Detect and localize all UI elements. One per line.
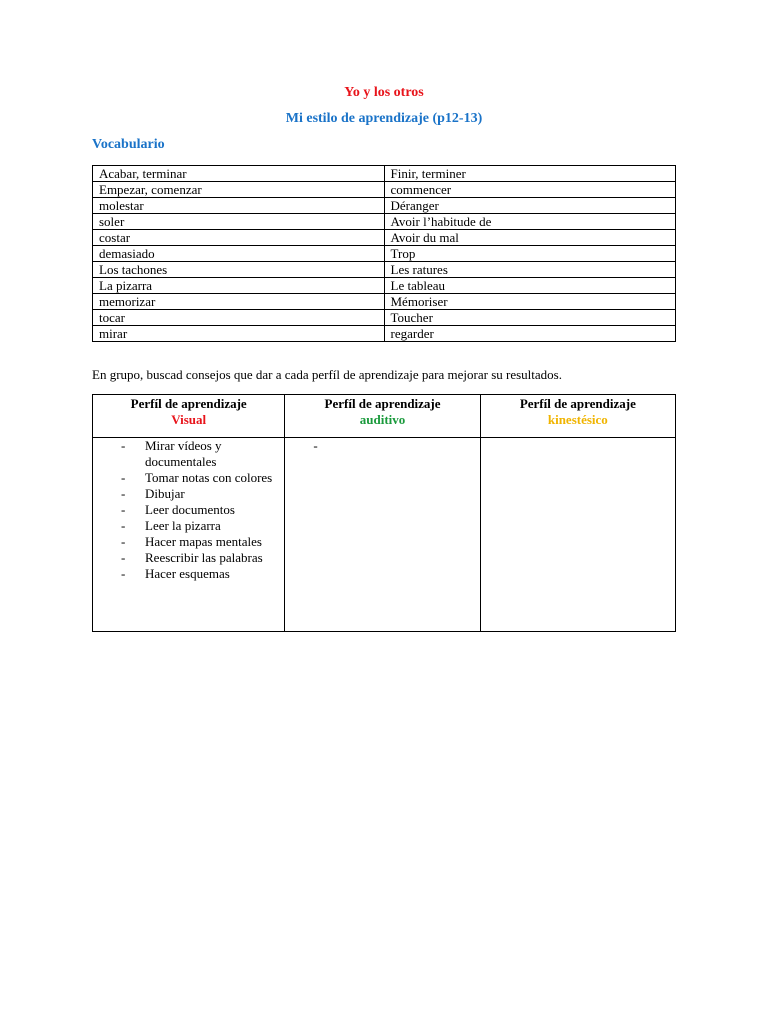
table-row	[93, 310, 676, 326]
spanish-term: La pizarra	[93, 278, 385, 294]
spanish-term: mirar	[93, 326, 385, 342]
table-row	[93, 214, 676, 230]
spanish-term: memorizar	[93, 294, 385, 310]
profile-label: Perfíl de aprendizaje	[130, 396, 247, 411]
list-item	[93, 550, 284, 566]
tip-text: Tomar notas con colores	[145, 470, 273, 485]
profile-label: Perfíl de aprendizaje	[519, 396, 636, 411]
group-instruction: En grupo, buscad consejos que dar a cada perfíl de aprendizaje para mejorar su resultados.	[92, 367, 562, 382]
french-term: Avoir du mal	[384, 230, 676, 246]
dash-bullet: -	[121, 502, 126, 517]
french-term: regarder	[384, 326, 676, 342]
visual-tips-cell	[93, 438, 285, 632]
profile-name-auditivo: auditivo	[359, 412, 406, 427]
dash-bullet: -	[121, 566, 126, 581]
kinestesico-tips-cell	[480, 438, 675, 632]
column-header-visual	[93, 395, 285, 438]
list-item	[93, 534, 284, 550]
vocabulary-heading: Vocabulario	[92, 137, 165, 152]
profile-name-visual: Visual	[171, 412, 207, 427]
tip-text: Mirar vídeos y documentales	[145, 438, 222, 469]
french-term: Le tableau	[384, 278, 676, 294]
dash-bullet: -	[121, 518, 126, 533]
spanish-term: tocar	[93, 310, 385, 326]
document-subtitle: Mi estilo de aprendizaje (p12-13)	[285, 111, 483, 126]
profile-name-kinestesico: kinestésico	[547, 412, 608, 427]
vocabulary-table	[92, 165, 676, 342]
visual-tips-list	[93, 438, 284, 582]
list-item	[93, 566, 284, 582]
tip-text: Reescribir las palabras	[145, 550, 263, 565]
spanish-term: Acabar, terminar	[93, 166, 385, 182]
spanish-term: molestar	[93, 198, 385, 214]
column-header-auditivo	[285, 395, 480, 438]
table-row	[93, 326, 676, 342]
french-term: Toucher	[384, 310, 676, 326]
dash-bullet: -	[121, 534, 126, 549]
spanish-term: costar	[93, 230, 385, 246]
profiles-body-row	[93, 438, 676, 632]
table-row	[93, 262, 676, 278]
french-term: Finir, terminer	[384, 166, 676, 182]
french-term: commencer	[384, 182, 676, 198]
table-row	[93, 198, 676, 214]
table-row	[93, 182, 676, 198]
list-item	[93, 502, 284, 518]
learning-profiles-table	[92, 394, 676, 632]
tip-text: Dibujar	[145, 486, 185, 501]
tip-text: Leer documentos	[145, 502, 235, 517]
list-item	[93, 518, 284, 534]
french-term: Trop	[384, 246, 676, 262]
table-row	[93, 166, 676, 182]
dash-bullet: -	[121, 550, 126, 565]
dash-bullet: -	[313, 438, 318, 453]
profile-label: Perfíl de aprendizaje	[324, 396, 441, 411]
french-term: Mémoriser	[384, 294, 676, 310]
table-row	[93, 230, 676, 246]
table-row	[93, 278, 676, 294]
column-header-kinestesico	[480, 395, 675, 438]
spanish-term: soler	[93, 214, 385, 230]
dash-bullet: -	[121, 438, 126, 453]
table-row	[93, 246, 676, 262]
list-item	[93, 438, 284, 470]
tip-text: Hacer esquemas	[145, 566, 230, 581]
spanish-term: Empezar, comenzar	[93, 182, 385, 198]
french-term: Avoir l’habitude de	[384, 214, 676, 230]
auditivo-tips-cell	[285, 438, 480, 632]
table-row	[93, 294, 676, 310]
spanish-term: demasiado	[93, 246, 385, 262]
profiles-header-row	[93, 395, 676, 438]
list-item	[93, 486, 284, 502]
list-item	[93, 470, 284, 486]
tip-text: Hacer mapas mentales	[145, 534, 262, 549]
spanish-term: Los tachones	[93, 262, 385, 278]
document-title: Yo y los otros	[344, 85, 424, 100]
dash-bullet: -	[121, 470, 126, 485]
french-term: Déranger	[384, 198, 676, 214]
french-term: Les ratures	[384, 262, 676, 278]
tip-text: Leer la pizarra	[145, 518, 221, 533]
dash-bullet: -	[121, 486, 126, 501]
